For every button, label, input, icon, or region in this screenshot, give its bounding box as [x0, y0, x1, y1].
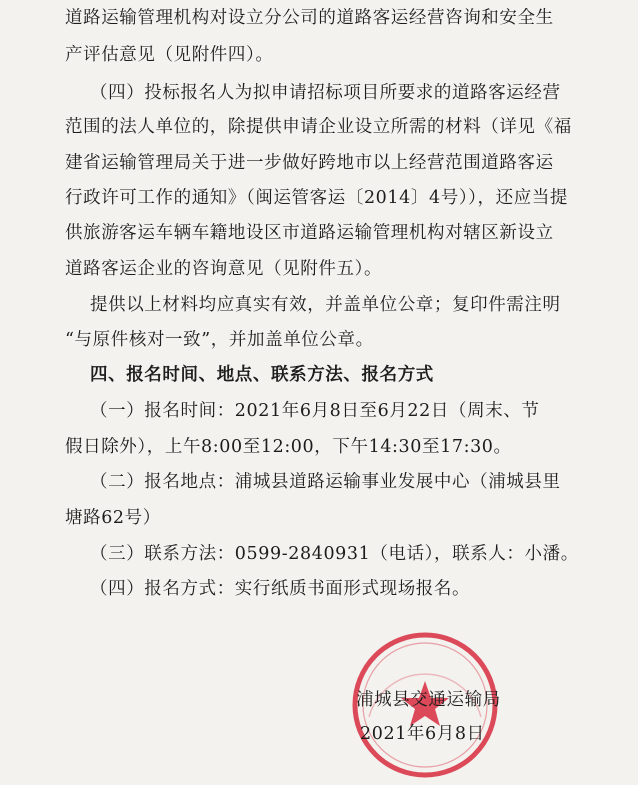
text-line-6: 行政许可工作的通知》（闽运管客运〔2014〕4号）），还应当提	[65, 188, 569, 208]
text-line-9: 提供以上材料均应真实有效，并盖单位公章；复印件需注明	[90, 295, 561, 315]
text-line-17: （四）报名方式：实行纸质书面形式现场报名。	[90, 579, 471, 599]
text-line-3: （四）投标报名人为拟申请招标项目所要求的道路客运经营	[90, 83, 561, 103]
text-line-1: 道路运输管理机构对设立分公司的道路客运经营咨询和安全生	[65, 8, 554, 28]
text-line-14: （二）报名地点：浦城县道路运输事业发展中心（浦城县里	[90, 472, 561, 492]
text-line-4: 范围的法人单位的，除提供申请企业设立所需的材料（详见《福	[65, 117, 572, 137]
text-line-12: （一）报名时间：2021年6月8日至6月22日（周末、节	[90, 401, 540, 421]
text-line-5: 建省运输管理局关于进一步做好跨地市以上经营范围道路客运	[65, 153, 554, 173]
text-line-8: 道路客运企业的咨询意见（见附件五）。	[65, 259, 383, 279]
section-heading: 四、报名时间、地点、联系方法、报名方式	[90, 365, 434, 385]
signature-organization: 浦城县交通运输局	[356, 690, 501, 710]
text-line-10: “与原件核对一致”，并加盖单位公章。	[65, 330, 374, 350]
text-line-15: 塘路62号）	[65, 508, 161, 528]
text-line-7: 供旅游客运车辆车籍地设区市道路运输管理机构对辖区新设立	[65, 223, 554, 243]
signature-date: 2021年6月8日	[360, 724, 485, 744]
text-line-2: 产评估意见（见附件四）。	[65, 45, 274, 65]
text-line-16: （三）联系方法：0599-2840931（电话），联系人：小潘。	[90, 544, 579, 564]
text-line-13: 假日除外），上午8:00至12:00，下午14:30至17:30。	[65, 437, 512, 457]
